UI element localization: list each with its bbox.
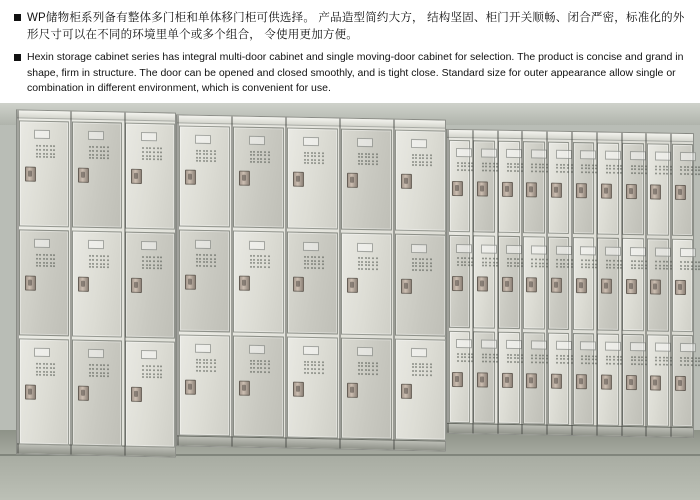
column-divider [596, 132, 598, 435]
name-card-holder [357, 242, 373, 251]
locker-door[interactable] [672, 239, 694, 332]
ventilation-holes-icon [412, 153, 432, 166]
name-card-holder [249, 345, 265, 354]
locker-handle-lock[interactable] [502, 277, 513, 292]
locker-door[interactable] [125, 340, 175, 447]
locker-handle-lock[interactable] [576, 278, 587, 293]
name-card-holder [605, 151, 621, 160]
name-card-holder [357, 347, 373, 356]
locker-door[interactable] [573, 237, 595, 330]
locker-door[interactable] [449, 331, 471, 424]
name-card-holder [630, 247, 646, 256]
ventilation-holes-icon [304, 151, 324, 164]
locker-door[interactable] [548, 237, 570, 330]
locker-handle-lock[interactable] [477, 181, 488, 196]
locker-handle-lock[interactable] [675, 280, 686, 295]
name-card-holder [531, 245, 547, 254]
locker-door[interactable] [672, 143, 694, 236]
locker-handle-lock[interactable] [601, 183, 612, 198]
locker-handle-lock[interactable] [601, 279, 612, 294]
locker-handle-lock[interactable] [502, 373, 513, 388]
name-card-holder [556, 246, 572, 255]
locker-handle-lock[interactable] [576, 374, 587, 389]
locker-handle-lock[interactable] [401, 279, 412, 294]
locker-handle-lock[interactable] [293, 172, 304, 187]
ventilation-holes-icon [142, 147, 162, 160]
name-card-holder [680, 248, 696, 257]
locker-handle-lock[interactable] [551, 278, 562, 293]
ventilation-holes-icon [196, 254, 216, 267]
locker-handle-lock[interactable] [650, 375, 661, 390]
locker-door[interactable] [341, 128, 392, 231]
name-card-holder [456, 148, 472, 157]
ventilation-holes-icon [358, 362, 378, 375]
ventilation-holes-icon [412, 258, 432, 271]
locker-door[interactable] [287, 232, 338, 335]
locker-door[interactable] [395, 338, 446, 441]
locker-door[interactable] [597, 142, 619, 235]
name-card-holder [655, 152, 671, 161]
name-card-holder [195, 344, 211, 353]
name-card-holder [481, 149, 497, 158]
name-card-holder [655, 343, 671, 352]
name-card-holder [34, 130, 50, 139]
locker-handle-lock[interactable] [131, 387, 142, 402]
locker-door[interactable] [395, 129, 446, 232]
name-card-holder [506, 340, 522, 349]
locker-door[interactable] [19, 338, 69, 445]
name-card-holder [630, 343, 646, 352]
name-card-holder [481, 244, 497, 253]
name-card-holder [88, 349, 104, 358]
name-card-holder [680, 152, 696, 161]
locker-handle-lock[interactable] [347, 278, 358, 293]
ventilation-holes-icon [304, 256, 324, 269]
locker-door[interactable] [449, 235, 471, 328]
locker-door[interactable] [125, 231, 175, 338]
description-block [0, 0, 700, 103]
column-divider [339, 119, 341, 449]
locker-handle-lock[interactable] [401, 384, 412, 399]
ventilation-holes-icon [36, 145, 56, 158]
locker-handle-lock[interactable] [526, 373, 537, 388]
locker-handle-lock[interactable] [526, 182, 537, 197]
locker-handle-lock[interactable] [452, 181, 463, 196]
name-card-holder [506, 149, 522, 158]
column-divider [393, 120, 395, 450]
right-locker-bank [446, 129, 694, 438]
locker-handle-lock[interactable] [452, 276, 463, 291]
locker-door[interactable] [72, 121, 122, 228]
locker-handle-lock[interactable] [185, 379, 196, 394]
locker-door[interactable] [233, 231, 284, 334]
locker-handle-lock[interactable] [239, 380, 250, 395]
name-card-holder [411, 139, 427, 148]
locker-handle-lock[interactable] [239, 171, 250, 186]
name-card-holder [456, 244, 472, 253]
column-divider [472, 130, 474, 433]
locker-handle-lock[interactable] [78, 277, 89, 292]
locker-door[interactable] [19, 120, 69, 227]
locker-door[interactable] [647, 238, 669, 331]
locker-door[interactable] [498, 236, 520, 329]
locker-door[interactable] [573, 333, 595, 426]
locker-door[interactable] [498, 332, 520, 425]
locker-door[interactable] [672, 335, 694, 428]
column-divider [70, 111, 72, 454]
name-card-holder [141, 132, 157, 141]
ventilation-holes-icon [358, 257, 378, 270]
locker-handle-lock[interactable] [601, 375, 612, 390]
locker-handle-lock[interactable] [347, 382, 358, 397]
locker-door[interactable] [72, 339, 122, 446]
column-divider [521, 131, 523, 434]
ventilation-holes-icon [89, 255, 109, 268]
locker-door[interactable] [597, 238, 619, 331]
column-divider [231, 116, 233, 446]
locker-handle-lock[interactable] [25, 385, 36, 400]
name-card-holder [195, 239, 211, 248]
name-card-holder [141, 350, 157, 359]
locker-handle-lock[interactable] [675, 376, 686, 391]
locker-door[interactable] [179, 334, 230, 437]
locker-door[interactable] [473, 140, 495, 233]
ventilation-holes-icon [196, 359, 216, 372]
column-divider [285, 118, 287, 448]
column-divider [497, 131, 499, 434]
locker-handle-lock[interactable] [477, 277, 488, 292]
locker-door[interactable] [233, 335, 284, 438]
name-card-holder [580, 150, 596, 159]
locker-handle-lock[interactable] [650, 280, 661, 295]
column-divider [645, 133, 647, 436]
name-card-holder [531, 149, 547, 158]
locker-door[interactable] [523, 236, 545, 329]
ventilation-holes-icon [36, 363, 56, 376]
locker-handle-lock[interactable] [131, 169, 142, 184]
locker-handle-lock[interactable] [401, 174, 412, 189]
name-card-holder [34, 348, 50, 357]
ventilation-holes-icon [89, 364, 109, 377]
locker-door[interactable] [498, 140, 520, 233]
name-card-holder [580, 246, 596, 255]
locker-handle-lock[interactable] [78, 386, 89, 401]
locker-handle-lock[interactable] [675, 185, 686, 200]
locker-door[interactable] [449, 139, 471, 232]
column-divider [177, 115, 179, 445]
locker-handle-lock[interactable] [185, 275, 196, 290]
locker-door[interactable] [622, 142, 644, 235]
locker-handle-lock[interactable] [347, 173, 358, 188]
name-card-holder [630, 151, 646, 160]
locker-door[interactable] [647, 143, 669, 236]
locker-handle-lock[interactable] [626, 375, 637, 390]
locker-door[interactable] [395, 234, 446, 337]
locker-handle-lock[interactable] [526, 278, 537, 293]
locker-door[interactable] [473, 235, 495, 328]
ventilation-holes-icon [196, 149, 216, 162]
bullet-square-icon-2 [14, 54, 21, 61]
ventilation-holes-icon [142, 365, 162, 378]
locker-door[interactable] [287, 127, 338, 230]
ventilation-holes-icon [680, 165, 700, 175]
locker-door[interactable] [647, 334, 669, 427]
name-card-holder [680, 343, 696, 352]
name-card-holder [605, 342, 621, 351]
name-card-holder [88, 131, 104, 140]
name-card-holder [456, 339, 472, 348]
name-card-holder [556, 150, 572, 159]
name-card-holder [303, 346, 319, 355]
column-divider [124, 113, 126, 456]
name-card-holder [556, 341, 572, 350]
ventilation-holes-icon [89, 146, 109, 159]
name-card-holder [580, 342, 596, 351]
column-divider [17, 110, 19, 453]
name-card-holder [481, 340, 497, 349]
locker-handle-lock[interactable] [239, 276, 250, 291]
locker-door[interactable] [341, 337, 392, 440]
name-card-holder [411, 243, 427, 252]
column-divider [670, 134, 672, 437]
ventilation-holes-icon [142, 256, 162, 269]
ventilation-holes-icon [250, 255, 270, 268]
locker-handle-lock[interactable] [551, 182, 562, 197]
locker-door[interactable] [125, 122, 175, 229]
name-card-holder [506, 245, 522, 254]
locker-door[interactable] [523, 141, 545, 234]
locker-door[interactable] [72, 230, 122, 337]
locker-handle-lock[interactable] [293, 277, 304, 292]
ventilation-holes-icon [358, 152, 378, 165]
name-card-holder [249, 136, 265, 145]
middle-locker-bank [176, 114, 446, 451]
locker-door[interactable] [622, 238, 644, 331]
locker-handle-lock[interactable] [626, 279, 637, 294]
column-divider [546, 132, 548, 435]
ventilation-holes-icon [680, 261, 700, 271]
locker-door[interactable] [473, 331, 495, 424]
paragraph-english: Hexin storage cabinet series has integral multi-door cabinet and single moving-door cabinet for selection. The product is concise and grand in shape, firm in structure. The door can be opened and closed smoothly, and is tight close. Standard size for outer appearance allow single or combination in different environment, which is convenient for use. [27, 51, 684, 94]
left-locker-bank [16, 109, 176, 457]
name-card-holder [655, 247, 671, 256]
locker-handle-lock[interactable] [78, 168, 89, 183]
locker-door[interactable] [233, 126, 284, 229]
locker-handle-lock[interactable] [25, 167, 36, 182]
locker-door[interactable] [548, 141, 570, 234]
name-card-holder [88, 240, 104, 249]
locker-handle-lock[interactable] [650, 184, 661, 199]
column-divider [447, 130, 449, 433]
bullet-square-icon [14, 14, 21, 21]
name-card-holder [357, 138, 373, 147]
locker-door[interactable] [179, 230, 230, 333]
locker-handle-lock[interactable] [131, 278, 142, 293]
name-card-holder [249, 240, 265, 249]
name-card-holder [303, 137, 319, 146]
ventilation-holes-icon [412, 363, 432, 376]
locker-handle-lock[interactable] [576, 183, 587, 198]
paragraph-chinese-row [14, 10, 686, 44]
locker-handle-lock[interactable] [502, 181, 513, 196]
locker-door[interactable] [548, 332, 570, 425]
locker-handle-lock[interactable] [25, 276, 36, 291]
ventilation-holes-icon [250, 360, 270, 373]
ventilation-holes-icon [680, 357, 700, 367]
name-card-holder [303, 241, 319, 250]
ventilation-holes-icon [36, 254, 56, 267]
locker-door[interactable] [573, 142, 595, 235]
locker-door[interactable] [341, 233, 392, 336]
name-card-holder [34, 239, 50, 248]
ventilation-holes-icon [304, 361, 324, 374]
locker-handle-lock[interactable] [293, 381, 304, 396]
name-card-holder [411, 348, 427, 357]
locker-handle-lock[interactable] [551, 374, 562, 389]
paragraph-chinese: WP储物柜系列备有整体多门柜和单体移门柜可供选择。 产品造型简约大方， 结构坚固、柜门开关顺畅、闭合严密，标准化的外形尺寸可以在不同的环境里单个或多个组合， 令使用更加方便。 [27, 12, 685, 41]
name-card-holder [605, 246, 621, 255]
locker-handle-lock[interactable] [185, 170, 196, 185]
locker-door[interactable] [179, 125, 230, 228]
locker-door[interactable] [622, 334, 644, 427]
locker-door[interactable] [287, 336, 338, 439]
locker-handle-lock[interactable] [626, 184, 637, 199]
locker-door[interactable] [597, 333, 619, 426]
product-photo [0, 103, 700, 500]
locker-door[interactable] [523, 332, 545, 425]
name-card-holder [531, 341, 547, 350]
column-divider [571, 132, 573, 435]
ventilation-holes-icon [250, 150, 270, 163]
locker-handle-lock[interactable] [477, 372, 488, 387]
locker-door[interactable] [19, 229, 69, 336]
paragraph-english-row [14, 50, 686, 97]
column-divider [621, 133, 623, 436]
locker-handle-lock[interactable] [452, 372, 463, 387]
name-card-holder [141, 241, 157, 250]
name-card-holder [195, 135, 211, 144]
